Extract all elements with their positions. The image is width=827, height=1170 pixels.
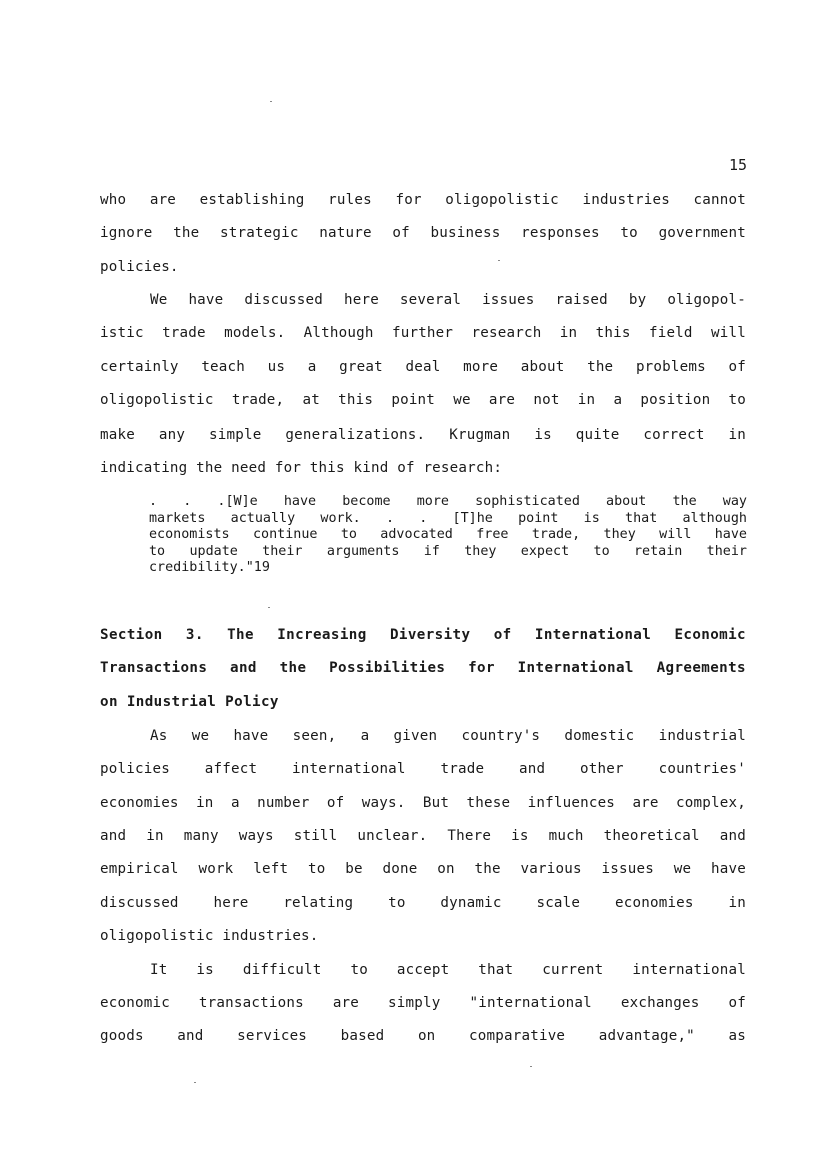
paragraph-line: policies. [100, 259, 179, 275]
paragraph-line: economies in a number of ways. But these influences are complex, [100, 795, 746, 811]
page-number: 15 [728, 156, 747, 174]
section-heading-line: Section 3. The Increasing Diversity of International Economic [100, 627, 746, 643]
paragraph-line: goods and services based on comparative advantage," as [100, 1028, 746, 1044]
section-heading-line: Transactions and the Possibilities for International Agreements [100, 660, 746, 676]
paragraph-line: oligopolistic industries. [100, 928, 319, 944]
section-heading-line: on Industrial Policy [100, 694, 279, 710]
paragraph-line: who are establishing rules for oligopolistic industries cannot [100, 192, 746, 208]
paragraph-line: and in many ways still unclear. There is much theoretical and [100, 828, 746, 844]
paragraph-line: empirical work left to be done on the various issues we have [100, 861, 746, 877]
paragraph-line: indicating the need for this kind of research: [100, 460, 503, 476]
scan-speck [498, 260, 500, 261]
quote-line: credibility."19 [149, 560, 270, 575]
scan-speck [530, 1066, 532, 1067]
scan-speck [270, 101, 272, 102]
paragraph-line: make any simple generalizations. Krugman is quite correct in [100, 427, 746, 443]
quote-line: economists continue to advocated free trade, they will have [149, 527, 747, 542]
paragraph-line: certainly teach us a great deal more about the problems of [100, 359, 746, 375]
paragraph-line: oligopolistic trade, at this point we are not in a position to [100, 392, 746, 408]
paragraph-line: istic trade models. Although further research in this field will [100, 325, 746, 341]
paragraph-line: discussed here relating to dynamic scale economies in [100, 895, 746, 911]
quote-line: to update their arguments if they expect to retain their [149, 544, 747, 559]
quote-line: markets actually work. . . [T]he point is that although [149, 511, 747, 526]
quote-line: . . .[W]e have become more sophisticated about the way [149, 494, 747, 509]
scan-speck [194, 1082, 196, 1083]
paragraph-line: We have discussed here several issues raised by oligopol- [150, 292, 746, 308]
paragraph-line: It is difficult to accept that current international [150, 962, 746, 978]
paragraph-line: policies affect international trade and other countries' [100, 761, 746, 777]
paragraph-line: economic transactions are simply "international exchanges of [100, 995, 746, 1011]
paragraph-line: ignore the strategic nature of business responses to government [100, 225, 746, 241]
scan-speck [268, 607, 270, 608]
paragraph-line: As we have seen, a given country's domestic industrial [150, 728, 746, 744]
